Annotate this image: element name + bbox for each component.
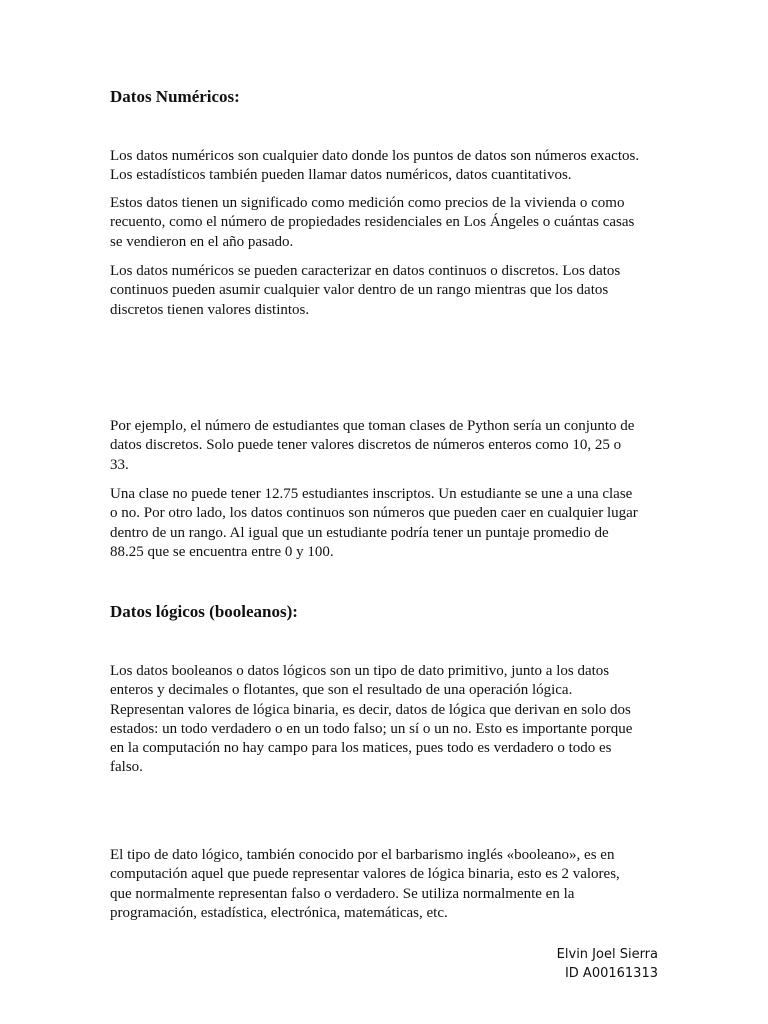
text-line: Estos datos tienen un significado como medición como precios de la vivienda o como	[110, 195, 625, 211]
text-line: Una clase no puede tener 12.75 estudiantes inscriptos. Un estudiante se une a una clase	[110, 486, 633, 502]
text-line: Por ejemplo, el número de estudiantes que toman clases de Python sería un conjunto de	[110, 418, 635, 434]
text-line: Los estadísticos también pueden llamar datos numéricos, datos cuantitativos.	[110, 167, 572, 184]
text-line: discretos tienen valores distintos.	[110, 301, 310, 318]
text-line: computación aquel que puede representar valores de lógica binaria, esto es 2 valores,	[110, 866, 620, 883]
text-line: o no. Por otro lado, los datos continuos son números que pueden caer en cualquier lugar	[110, 505, 638, 522]
text-line: El tipo de dato lógico, también conocido por el barbarismo inglés «booleano», es en	[110, 847, 615, 863]
paragraph-boolean-type	[110, 846, 662, 923]
section-heading-boolean: Datos lógicos (booleanos):	[110, 602, 298, 621]
paragraph-numeric-meaning	[110, 194, 662, 252]
text-line: programación, estadística, electrónica, matemáticas, etc.	[110, 904, 448, 921]
text-line: Representan valores de lógica binaria, es decir, datos de lógica que derivan en solo dos	[110, 701, 631, 718]
text-line: se vendieron en el año pasado.	[110, 233, 294, 250]
text-line: Los datos numéricos son cualquier dato donde los puntos de datos son números exactos.	[110, 148, 640, 164]
paragraph-continuous-example	[110, 485, 662, 562]
paragraph-numeric-definition	[110, 147, 662, 186]
author-name: Elvin Joel Sierra	[556, 947, 658, 962]
paragraph-boolean-definition	[110, 662, 662, 778]
author-id: ID A00161313	[564, 966, 658, 981]
paragraph-discrete-example	[110, 417, 662, 475]
text-line: dentro de un rango. Al igual que un estudiante podría tener un puntaje promedio de	[110, 524, 609, 541]
text-line: en la computación no hay campo para los matices, pues todo es verdadero o todo es	[110, 740, 612, 757]
text-line: falso.	[110, 759, 143, 776]
text-line: continuos pueden asumir cualquier valor dentro de un rango mientras que los datos	[110, 282, 609, 299]
text-line: que normalmente representan falso o verdadero. Se utiliza normalmente en la	[110, 885, 575, 902]
text-line: estados: un todo verdadero o en un todo falso; un sí o un no. Esto es importante porque	[110, 720, 633, 737]
text-line: datos discretos. Solo puede tener valores discretos de números enteros como 10, 25 o	[110, 437, 622, 454]
text-line: 33.	[110, 456, 129, 473]
section-heading-numeric: Datos Numéricos:	[110, 87, 240, 106]
text-line: Los datos booleanos o datos lógicos son un tipo de dato primitivo, junto a los datos	[110, 663, 610, 679]
author-signature	[557, 945, 658, 983]
paragraph-continuous-discrete	[110, 262, 662, 320]
text-line: enteros y decimales o flotantes, que son el resultado de una operación lógica.	[110, 682, 573, 699]
text-line: recuento, como el número de propiedades residenciales en Los Ángeles o cuántas casas	[110, 214, 635, 231]
text-line: 88.25 que se encuentra entre 0 y 100.	[110, 543, 334, 560]
text-line: Los datos numéricos se pueden caracterizar en datos continuos o discretos. Los datos	[110, 263, 621, 279]
